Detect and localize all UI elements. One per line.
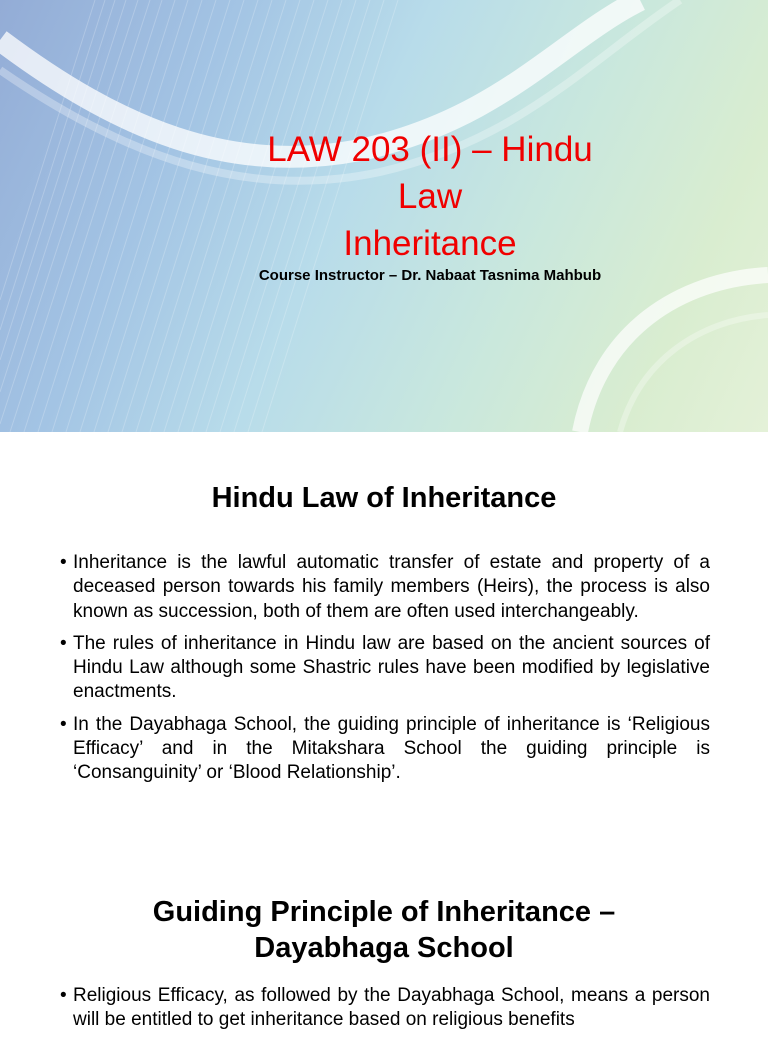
bullet-text: The rules of inheritance in Hindu law are based on the ancient sources of Hindu Law although some Shastric rules have been modified by legislative enactments. bbox=[73, 632, 710, 703]
section-heading-2 bbox=[0, 894, 768, 966]
bullet-text: Inheritance is the lawful automatic transfer of estate and property of a deceased person towards his family members (Heirs), the process is also known as succession, both of them are often used interchangeably. bbox=[73, 552, 710, 622]
bullet-text: Religious Efficacy, as followed by the Dayabhaga School, means a person will be entitled to get inheritance based on religious benefits bbox=[73, 985, 710, 1031]
bullet-marker: • bbox=[60, 552, 67, 573]
content-slide bbox=[0, 432, 768, 1031]
bullet-item bbox=[60, 713, 710, 786]
title-line-2: Law bbox=[397, 177, 463, 216]
heading2-line-2: Dayabhaga School bbox=[254, 932, 514, 964]
bullet-item bbox=[60, 551, 710, 624]
title-line-3: Inheritance bbox=[343, 224, 517, 263]
slide-title bbox=[200, 126, 660, 267]
bullet-list-2 bbox=[60, 984, 710, 1041]
bullet-marker: • bbox=[60, 985, 67, 1006]
title-line-1: LAW 203 (II) – Hindu bbox=[267, 130, 593, 169]
title-slide bbox=[0, 0, 768, 432]
bullet-item bbox=[60, 984, 710, 1033]
course-instructor-subtitle: Course Instructor – Dr. Nabaat Tasnima Mahbub bbox=[258, 267, 602, 284]
section-heading: Hindu Law of Inheritance bbox=[211, 482, 557, 514]
bullet-marker: • bbox=[60, 632, 67, 654]
bullet-item bbox=[60, 632, 710, 705]
bullet-list bbox=[60, 551, 710, 794]
bullet-text: In the Dayabhaga School, the guiding principle of inheritance is ‘Religious Efficacy’ and in the Mitakshara School the guiding principle is ‘Consanguinity’ or ‘Blood Relationship’. bbox=[73, 713, 710, 784]
bullet-marker: • bbox=[60, 713, 67, 735]
heading2-line-1: Guiding Principle of Inheritance – bbox=[152, 896, 616, 928]
